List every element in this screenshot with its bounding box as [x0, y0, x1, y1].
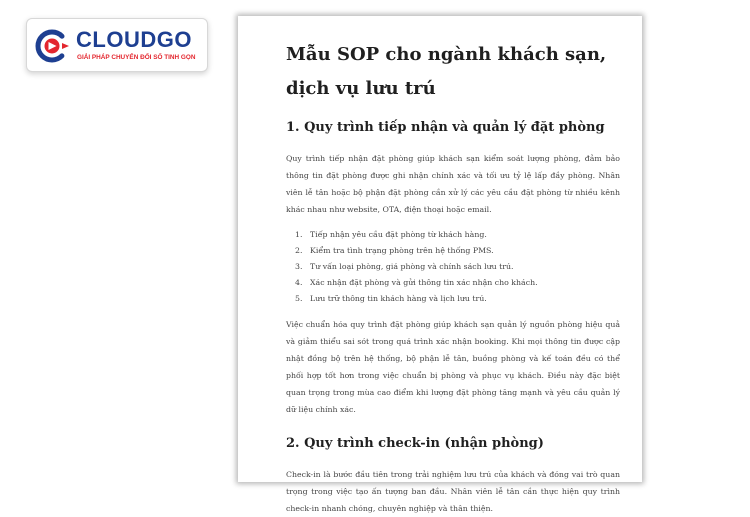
- list-number: 3.: [295, 262, 303, 271]
- list-item-text: Xác nhận đặt phòng và gửi thông tin xác nhận cho khách.: [310, 278, 538, 287]
- section-heading: 2. Quy trình check-in (nhận phòng): [286, 436, 544, 451]
- list-item-text: Lưu trữ thông tin khách hàng và lịch lưu trú.: [310, 294, 487, 303]
- logo-tagline: GIẢI PHÁP CHUYỂN ĐỔI SỐ TINH GỌN: [77, 54, 196, 61]
- document-page: [238, 16, 642, 513]
- logo-wordmark: CLOUDGO: [76, 27, 192, 52]
- list-item: [286, 275, 620, 291]
- list-item-text: Tiếp nhận yêu cầu đặt phòng từ khách hàng.: [310, 230, 487, 239]
- section-paragraph: Check-in là bước đầu tiên trong trải nghiệm lưu trú của khách và đóng vai trò quan trọng trong việc tạo ấn tượng ban đầu. Nhân viên lễ tân cần thực hiện quy trình check-in nhanh chóng, chuyên nghiệp và thân thiện.: [286, 470, 620, 513]
- list-item-text: Kiểm tra tình trạng phòng trên hệ thống PMS.: [310, 246, 494, 255]
- list-number: 4.: [295, 278, 303, 287]
- cloudgo-logo-icon: [34, 28, 70, 64]
- list-number: 1.: [295, 230, 303, 239]
- section-paragraph: Việc chuẩn hóa quy trình đặt phòng giúp khách sạn quản lý nguồn phòng hiệu quả và giảm thiểu sai sót trong quá trình xác nhận booking. Khi mọi thông tin được cập nhật đồng bộ trên hệ thống, bộ phận lễ tân, buồng phòng và kế toán đều có thể phối hợp tốt hơn trong việc chuẩn bị phòng và phục vụ khách. Điều này đặc biệt quan trọng trong mùa cao điểm khi lượng đặt phòng tăng mạnh và yêu cầu quản lý dữ liệu chính xác.: [286, 320, 620, 414]
- section-paragraph: Quy trình tiếp nhận đặt phòng giúp khách sạn kiểm soát lượng phòng, đảm bảo thông tin đặt phòng được ghi nhận chính xác và tối ưu tỷ lệ lấp đầy phòng. Nhân viên lễ tân hoặc bộ phận đặt phòng cần xử lý các yêu cầu đặt phòng từ nhiều kênh khác nhau như website, OTA, điện thoại hoặc email.: [286, 154, 620, 214]
- list-item: [286, 259, 620, 275]
- document-title: Mẫu SOP cho ngành khách sạn, dịch vụ lưu trú: [286, 44, 607, 99]
- list-item-text: Tư vấn loại phòng, giá phòng và chính sách lưu trú.: [310, 262, 514, 271]
- list-number: 2.: [295, 246, 303, 255]
- list-item: [286, 243, 620, 259]
- steps-list: [286, 227, 620, 307]
- cloudgo-logo: [26, 18, 208, 72]
- section-heading: 1. Quy trình tiếp nhận và quản lý đặt phòng: [286, 120, 605, 135]
- list-number: 5.: [295, 294, 303, 303]
- list-item: [286, 227, 620, 243]
- list-item: [286, 291, 620, 307]
